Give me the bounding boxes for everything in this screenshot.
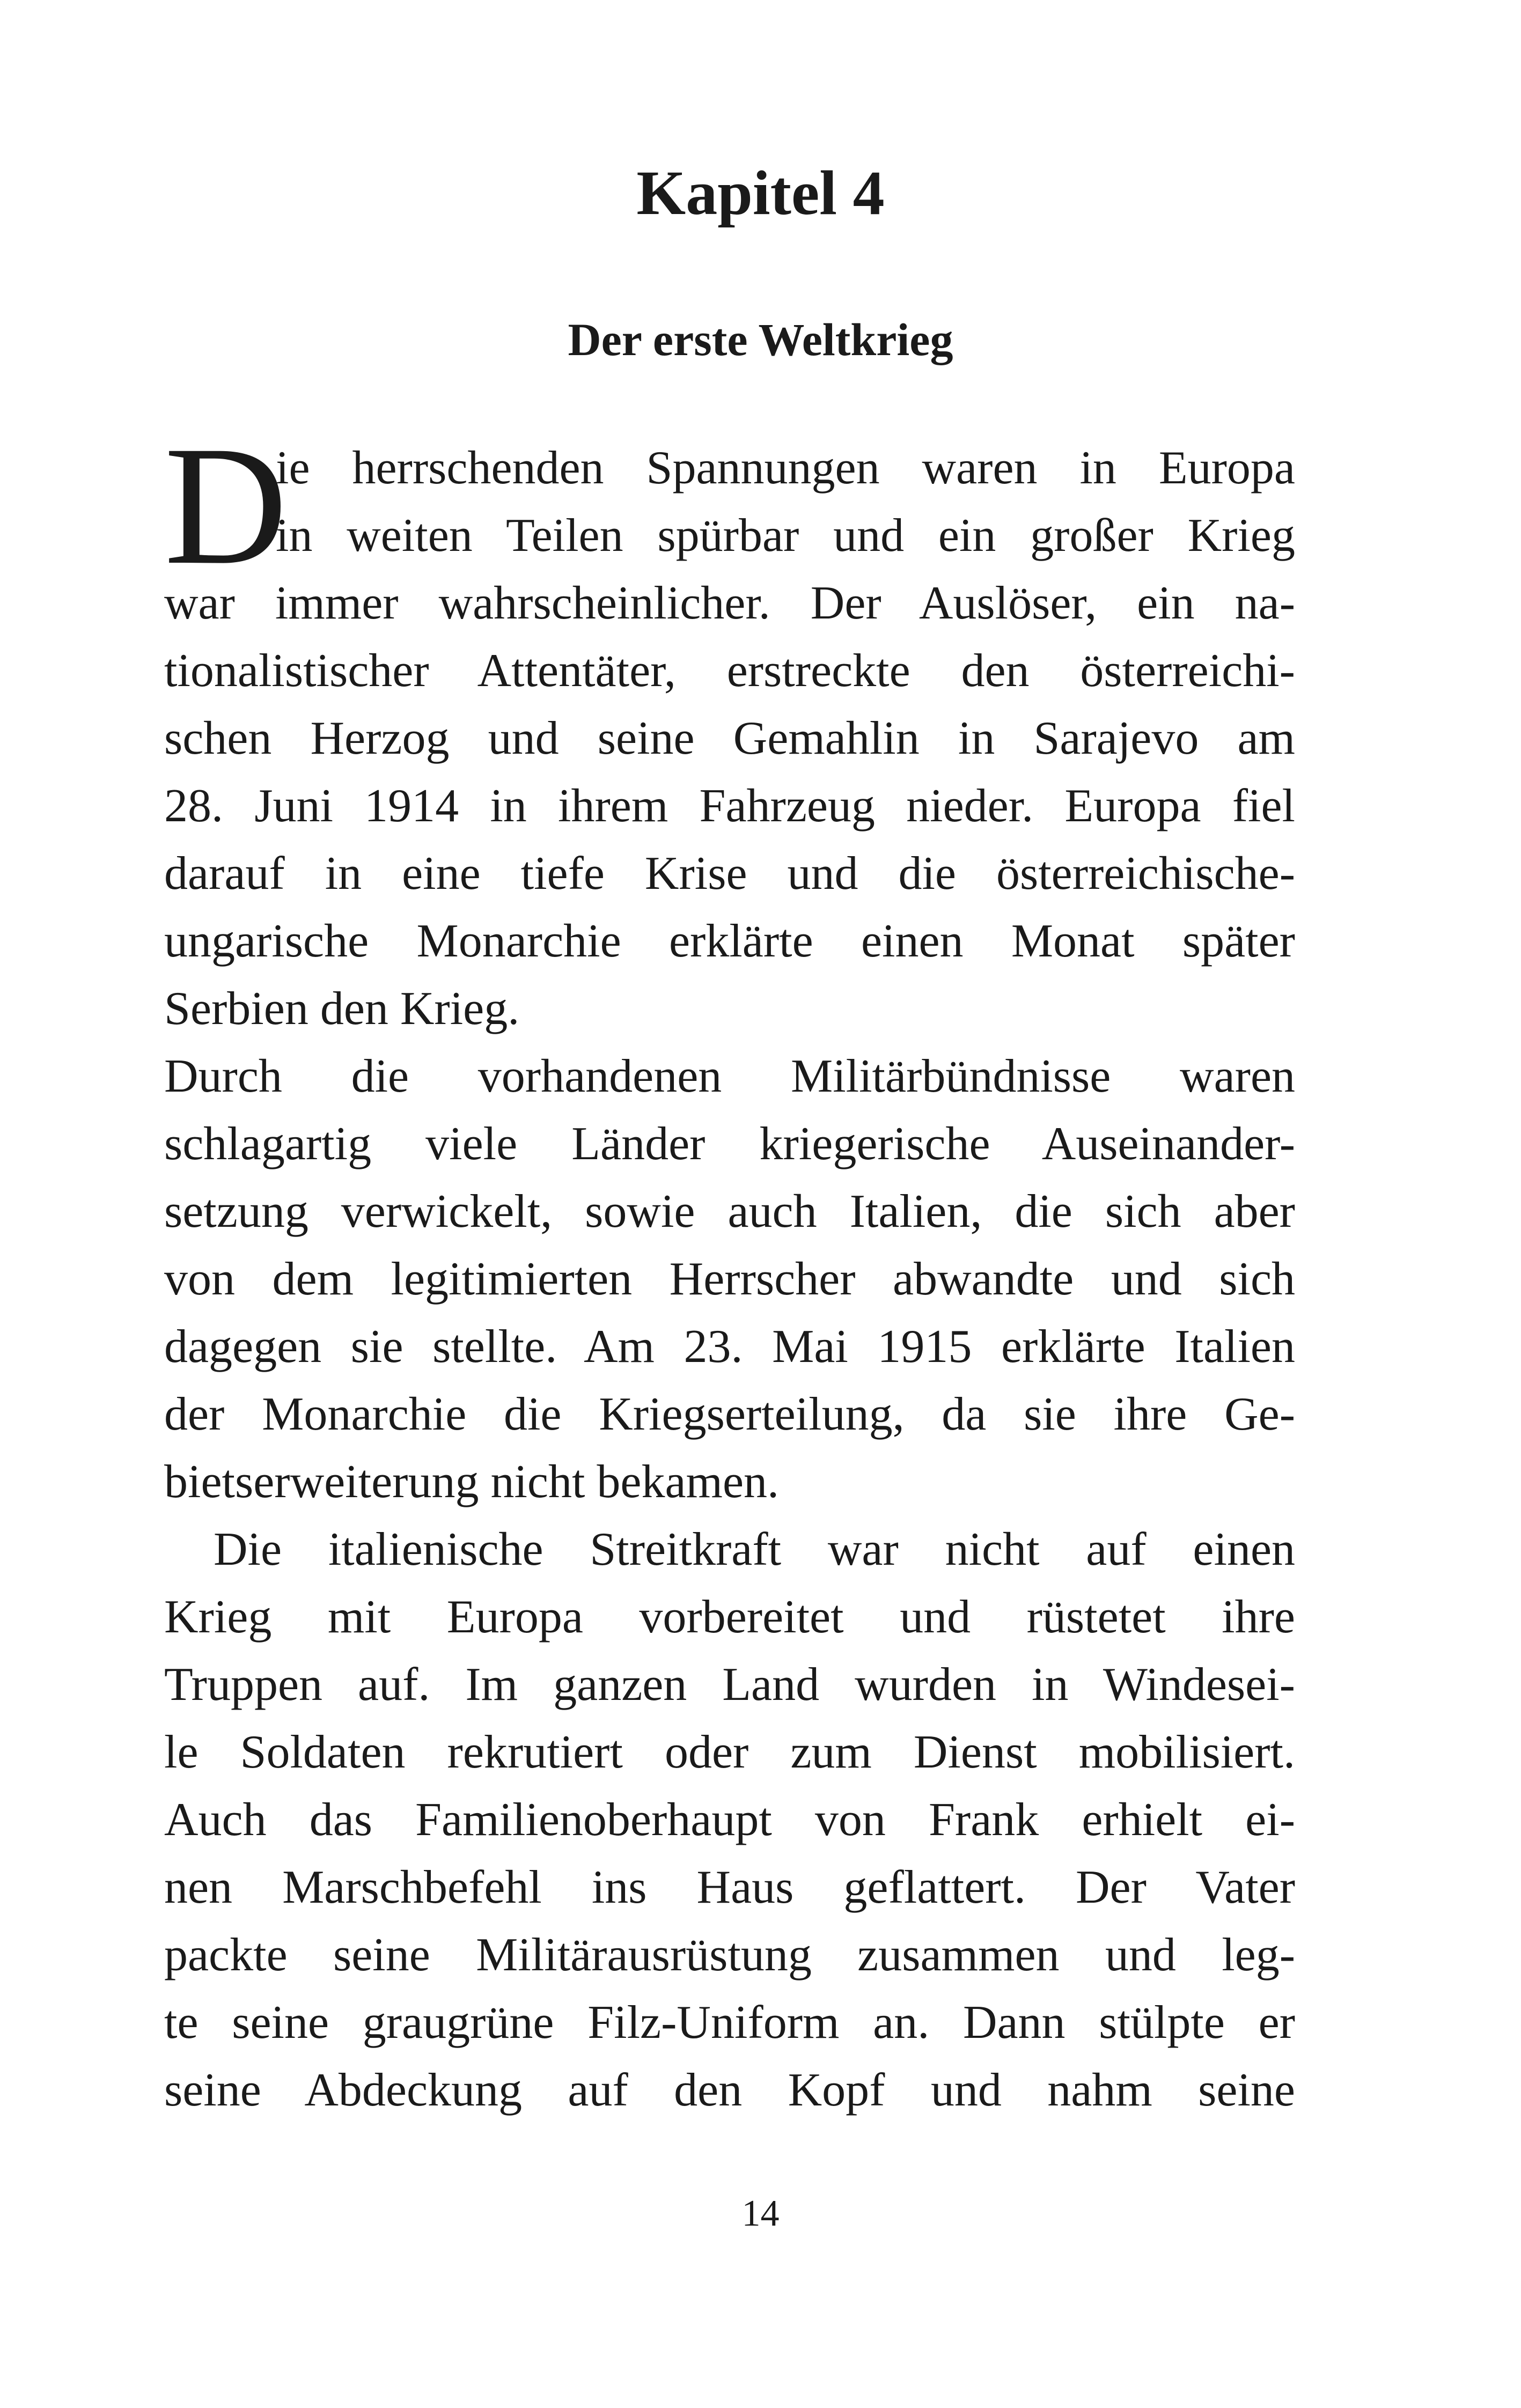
- page-number: 14: [741, 2193, 780, 2234]
- text-line: der Monarchie die Kriegserteilung, da sie ihre Ge-: [164, 1388, 1295, 1440]
- text-line: darauf in eine tiefe Krise und die österreichische-: [164, 848, 1295, 900]
- section-title: Der erste Weltkrieg: [568, 314, 953, 365]
- text-line: bietserweiterung nicht bekamen.: [164, 1456, 780, 1508]
- chapter-title: Kapitel 4: [636, 158, 885, 228]
- text-line: Auch das Familienoberhaupt von Frank erhielt ei-: [164, 1794, 1295, 1846]
- text-line: schen Herzog und seine Gemahlin in Sarajevo am: [164, 712, 1295, 764]
- text-line: le Soldaten rekrutiert oder zum Dienst mobilisiert.: [164, 1726, 1295, 1778]
- text-line: Durch die vorhandenen Militärbündnisse waren: [164, 1050, 1295, 1102]
- text-line: war immer wahrscheinlicher. Der Auslöser, ein na-: [164, 577, 1295, 629]
- text-line: dagegen sie stellte. Am 23. Mai 1915 erklärte Italien: [164, 1321, 1295, 1373]
- drop-cap: D: [164, 411, 288, 600]
- text-line: 28. Juni 1914 in ihrem Fahrzeug nieder. Europa fiel: [164, 780, 1295, 832]
- text-line: te seine graugrüne Filz-Uniform an. Dann stülpte er: [164, 1997, 1295, 2049]
- text-line: tionalistischer Attentäter, erstreckte den österreichi-: [164, 645, 1295, 697]
- text-line: Krieg mit Europa vorbereitet und rüstetet ihre: [164, 1591, 1295, 1643]
- text-line: packte seine Militärausrüstung zusammen und leg-: [164, 1929, 1295, 1981]
- text-line: Truppen auf. Im ganzen Land wurden in Windesei-: [164, 1659, 1295, 1711]
- text-line: ie herrschenden Spannungen waren in Europa: [276, 442, 1295, 494]
- text-line: Die italienische Streitkraft war nicht auf einen: [214, 1523, 1295, 1575]
- text-line: von dem legitimierten Herrscher abwandte und sich: [164, 1253, 1295, 1305]
- text-line: seine Abdeckung auf den Kopf und nahm seine: [164, 2064, 1295, 2116]
- text-line: in weiten Teilen spürbar und ein großer Krieg: [276, 510, 1295, 562]
- text-line: setzung verwickelt, sowie auch Italien, die sich aber: [164, 1185, 1295, 1238]
- text-line: nen Marschbefehl ins Haus geflattert. Der Vater: [164, 1861, 1295, 1913]
- text-line: ungarische Monarchie erklärte einen Monat später: [164, 915, 1295, 967]
- text-line: schlagartig viele Länder kriegerische Auseinander-: [164, 1118, 1295, 1170]
- text-line: Serbien den Krieg.: [164, 983, 520, 1035]
